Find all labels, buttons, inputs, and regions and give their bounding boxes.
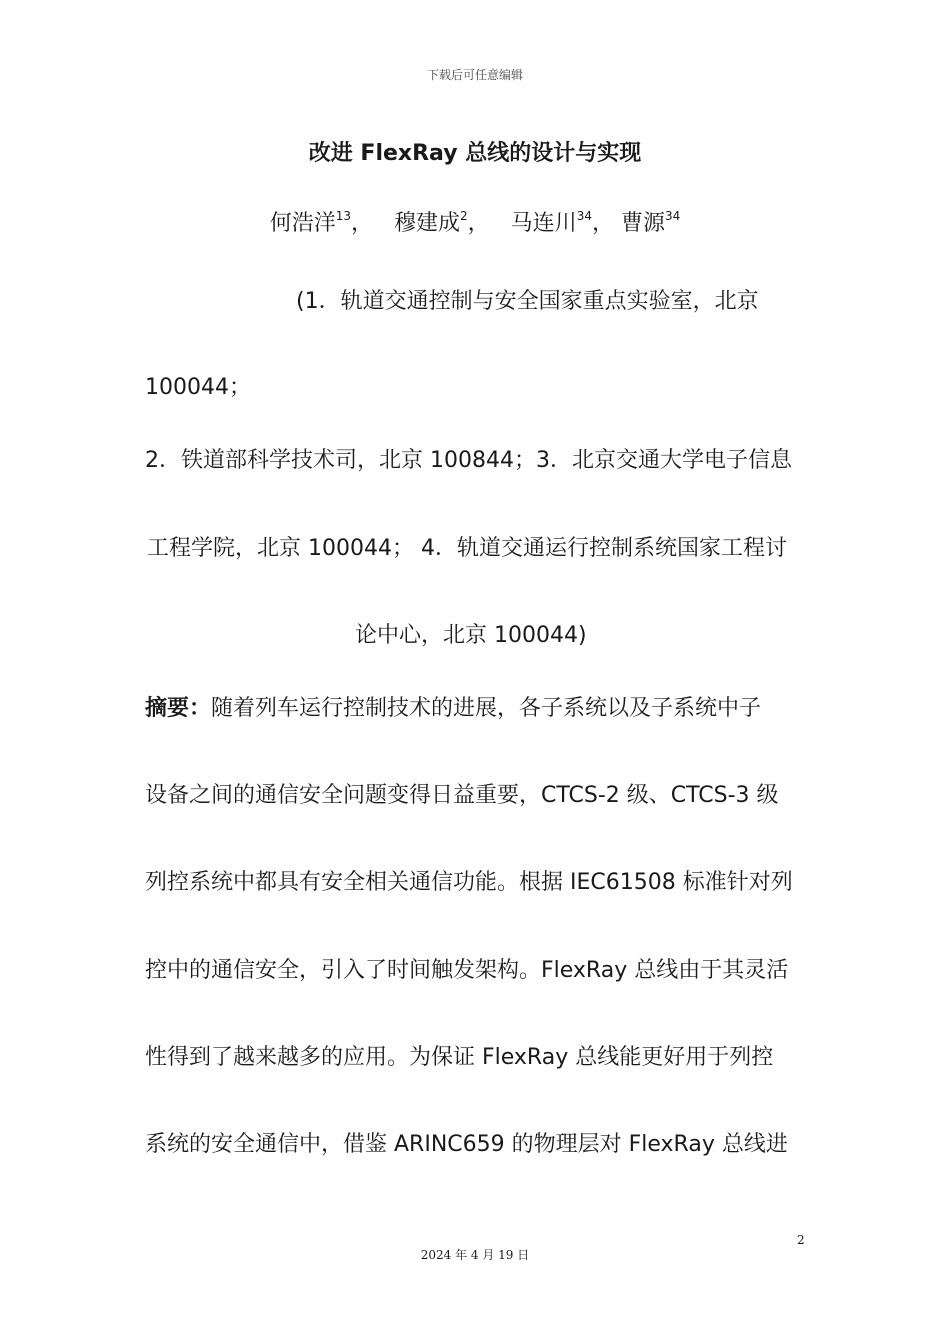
page-header-note: 下载后可任意编辑 xyxy=(426,68,523,82)
abstract-line: 性得到了越来越多的应用。为保证 FlexRay 总线能更好用于列控 xyxy=(145,1045,774,1070)
footer-date: 2024 年 4 月 19 日 xyxy=(420,1248,530,1262)
abstract-line: 控中的通信安全，引入了时间触发架构。FlexRay 总线由于其灵活 xyxy=(145,958,789,983)
author-name: 曹源 xyxy=(620,211,665,236)
paper-title: 改进 FlexRay 总线的设计与实现 xyxy=(308,141,642,166)
abstract-line: 设备之间的通信安全问题变得日益重要，CTCS-2 级、CTCS-3 级 xyxy=(145,783,779,808)
author-separator: ， xyxy=(591,211,614,236)
author-affiliation-mark: 34 xyxy=(665,209,681,223)
author-separator: ， xyxy=(351,211,374,236)
author-name: 何浩洋 xyxy=(269,211,336,236)
abstract-label: 摘要： xyxy=(145,696,212,721)
affiliation-line: 论中心，北京 100044) xyxy=(355,623,587,648)
author-name: 马连川 xyxy=(510,211,577,236)
abstract-text: 随着列车运行控制技术的进展，各子系统以及子系统中子 xyxy=(211,696,762,721)
affiliation-line: 2．铁道部科学技术司，北京 100844；3．北京交通大学电子信息 xyxy=(145,448,792,473)
author-affiliation-mark: 13 xyxy=(335,209,352,223)
abstract-line: 列控系统中都具有安全相关通信功能。根据 IEC61508 标准针对列 xyxy=(145,870,793,895)
author-affiliation-mark: 34 xyxy=(576,209,592,223)
abstract-first-line xyxy=(145,691,761,722)
affiliation-line: 100044； xyxy=(145,375,251,400)
author-list xyxy=(0,206,950,237)
affiliation-line: 工程学院，北京 100044； 4．轨道交通运行控制系统国家工程讨 xyxy=(147,536,787,561)
author-name: 穆建成 xyxy=(394,211,461,236)
author-separator: ， xyxy=(467,211,490,236)
abstract-line: 系统的安全通信中，借鉴 ARINC659 的物理层对 FlexRay 总线进 xyxy=(145,1132,788,1157)
affiliation-line: (1．轨道交通控制与安全国家重点实验室，北京 xyxy=(296,289,759,314)
author-affiliation-mark: 2 xyxy=(460,209,468,223)
page-number: 2 xyxy=(797,1233,805,1247)
